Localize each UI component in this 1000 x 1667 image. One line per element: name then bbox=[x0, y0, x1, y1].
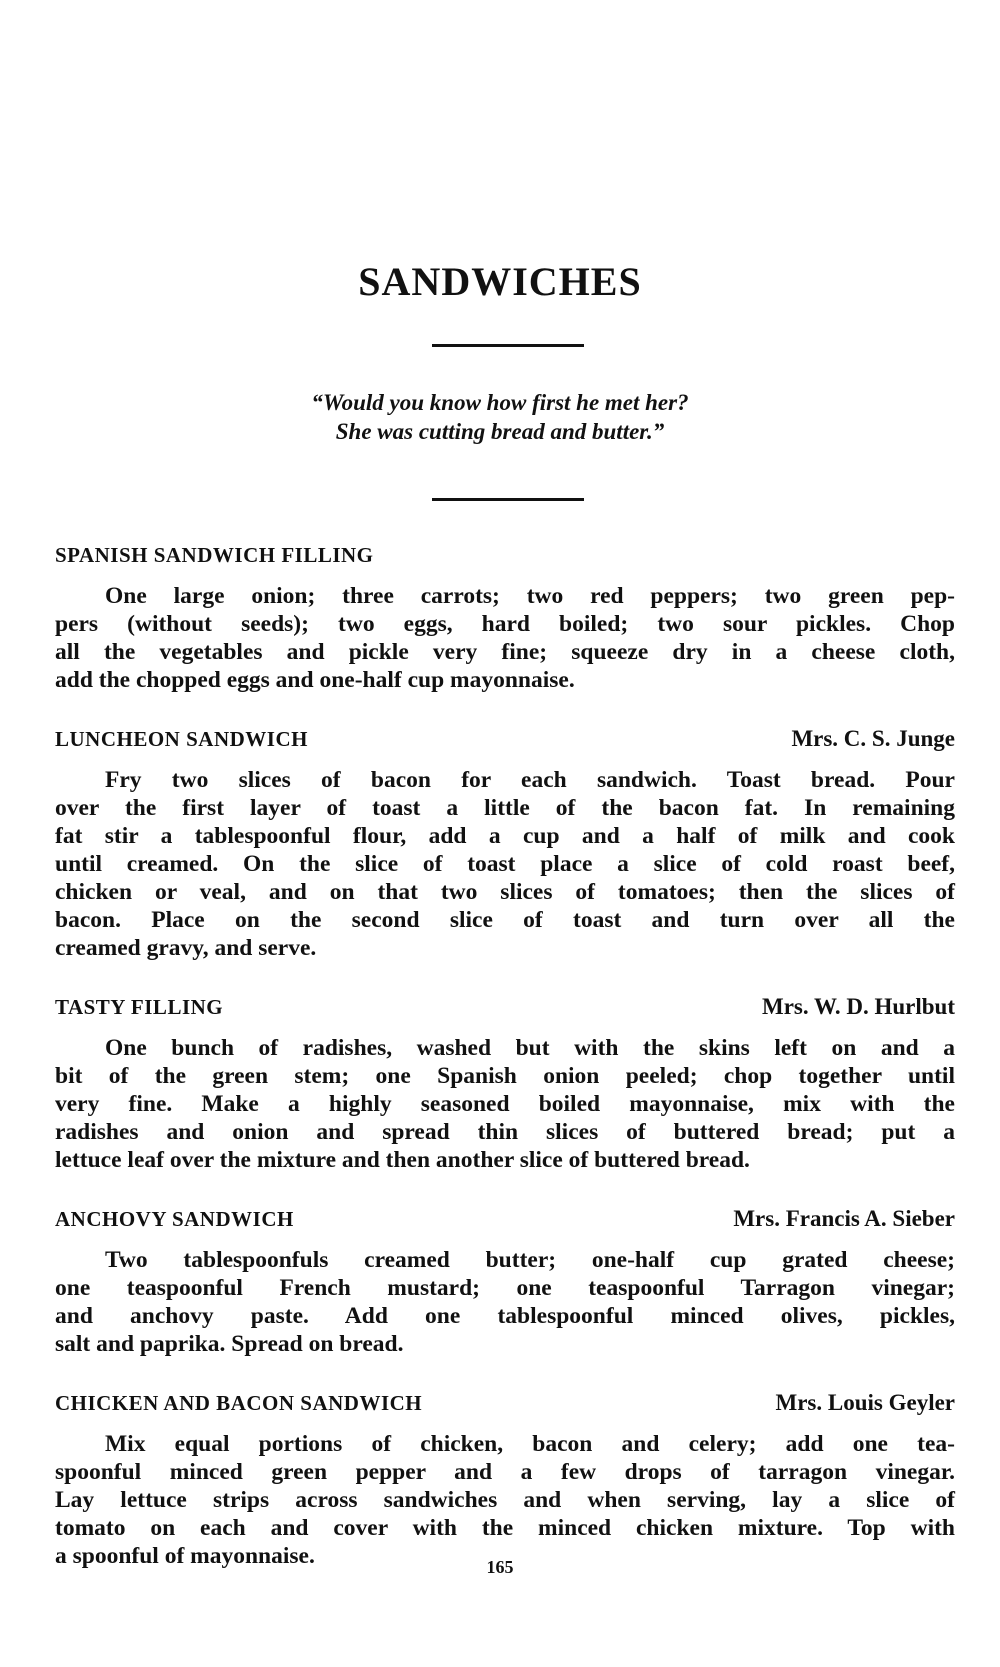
page-number: 165 bbox=[486, 1557, 514, 1577]
text-line: chicken or veal, and on that two slices of tomatoes; then the slices of bbox=[55, 879, 955, 905]
recipe-header bbox=[55, 724, 955, 754]
recipe bbox=[55, 1388, 955, 1570]
text-line: pers (without seeds); two eggs, hard boiled; two sour pickles. Chop bbox=[55, 611, 955, 637]
recipe-author: Mrs. Francis A. Sieber bbox=[733, 1206, 955, 1231]
text-line: Mix equal portions of chicken, bacon and celery; add one tea- bbox=[105, 1431, 955, 1457]
text-line: bacon. Place on the second slice of toast and turn over all the bbox=[55, 907, 955, 933]
recipe-header bbox=[55, 540, 955, 570]
text-line: radishes and onion and spread thin slices of buttered bread; put a bbox=[55, 1119, 955, 1145]
recipe-author: Mrs. Louis Geyler bbox=[775, 1390, 955, 1415]
text-line: tomato on each and cover with the minced chicken mixture. Top with bbox=[55, 1515, 955, 1541]
text-line: until creamed. On the slice of toast place a slice of cold roast beef, bbox=[55, 851, 955, 877]
epigraph-line: She was cutting bread and butter.” bbox=[335, 419, 665, 444]
text-line: creamed gravy, and serve. bbox=[55, 935, 317, 961]
text-line: and anchovy paste. Add one tablespoonful minced olives, pickles, bbox=[55, 1303, 955, 1329]
recipe-title: SPANISH SANDWICH FILLING bbox=[55, 543, 374, 567]
text-line: add the chopped eggs and one-half cup mayonnaise. bbox=[55, 667, 575, 693]
recipe-text bbox=[55, 582, 955, 694]
text-line: One large onion; three carrots; two red peppers; two green pep- bbox=[105, 583, 955, 609]
recipe bbox=[55, 540, 955, 694]
text-line: fat stir a tablespoonful flour, add a cup and a half of milk and cook bbox=[55, 823, 955, 849]
page-title: SANDWICHES bbox=[358, 259, 642, 304]
recipe bbox=[55, 724, 955, 962]
epigraph-line: “Would you know how first he met her? bbox=[311, 390, 689, 415]
text-line: salt and paprika. Spread on bread. bbox=[55, 1331, 404, 1357]
text-line: Fry two slices of bacon for each sandwich. Toast bread. Pour bbox=[105, 767, 955, 793]
text-line: One bunch of radishes, washed but with the skins left on and a bbox=[105, 1035, 955, 1061]
recipe bbox=[55, 1204, 955, 1358]
recipe-text bbox=[55, 1430, 955, 1570]
recipe-header bbox=[55, 1204, 955, 1234]
recipe-author: Mrs. W. D. Hurlbut bbox=[762, 994, 955, 1019]
recipe-title: LUNCHEON SANDWICH bbox=[55, 727, 308, 751]
text-line: spoonful minced green pepper and a few drops of tarragon vinegar. bbox=[55, 1459, 955, 1485]
text-line: Lay lettuce strips across sandwiches and when serving, lay a slice of bbox=[55, 1487, 955, 1513]
text-line: all the vegetables and pickle very fine; squeeze dry in a cheese cloth, bbox=[55, 639, 955, 665]
epigraph bbox=[0, 388, 1000, 446]
recipe-author: Mrs. C. S. Junge bbox=[791, 726, 955, 751]
recipe bbox=[55, 992, 955, 1174]
recipe-title: CHICKEN AND BACON SANDWICH bbox=[55, 1391, 423, 1415]
recipe-text bbox=[55, 1034, 955, 1174]
divider-rule bbox=[432, 498, 584, 501]
text-line: bit of the green stem; one Spanish onion peeled; chop together until bbox=[55, 1063, 955, 1089]
text-line: one teaspoonful French mustard; one teaspoonful Tarragon vinegar; bbox=[55, 1275, 955, 1301]
text-line: Two tablespoonfuls creamed butter; one-half cup grated cheese; bbox=[105, 1247, 955, 1273]
text-line: very fine. Make a highly seasoned boiled mayonnaise, mix with the bbox=[55, 1091, 955, 1117]
recipe-header bbox=[55, 1388, 955, 1418]
recipe-title: TASTY FILLING bbox=[55, 995, 224, 1019]
text-line: a spoonful of mayonnaise. bbox=[55, 1543, 315, 1569]
recipe-header bbox=[55, 992, 955, 1022]
text-line: lettuce leaf over the mixture and then another slice of buttered bread. bbox=[55, 1147, 750, 1173]
recipe-text bbox=[55, 766, 955, 962]
text-line: over the first layer of toast a little of the bacon fat. In remaining bbox=[55, 795, 955, 821]
recipe-title: ANCHOVY SANDWICH bbox=[55, 1207, 294, 1231]
divider-rule bbox=[432, 344, 584, 347]
recipe-list bbox=[55, 540, 955, 1600]
recipe-text bbox=[55, 1246, 955, 1358]
